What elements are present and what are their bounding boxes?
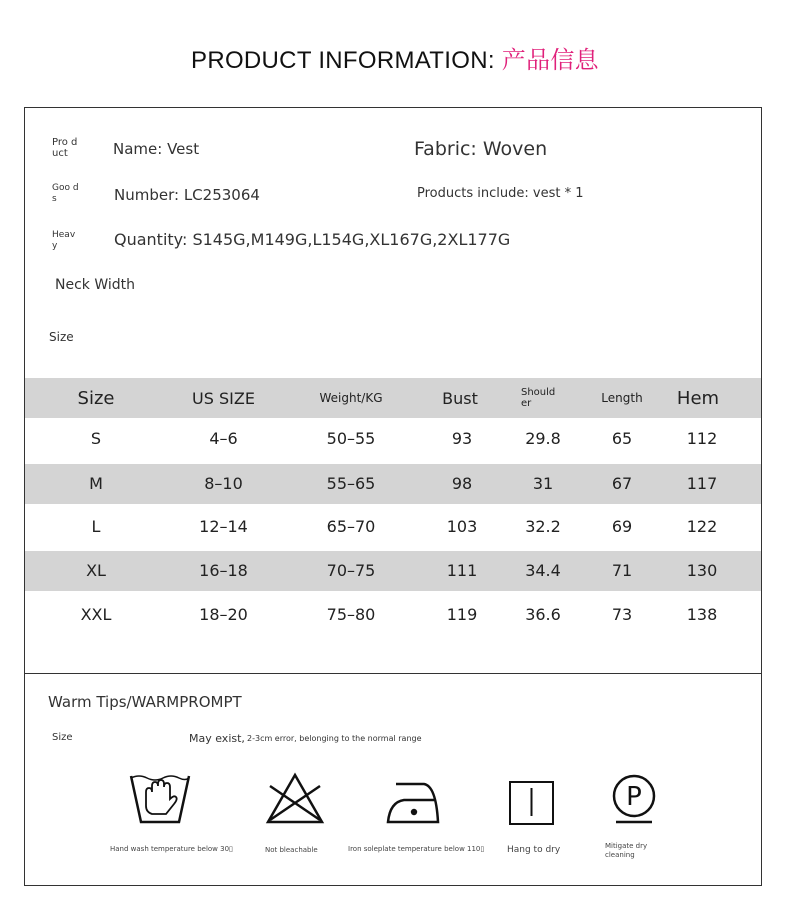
header-weight: Weight/KG — [319, 391, 383, 405]
no-bleach-icon — [264, 772, 326, 826]
cell-bust: 119 — [446, 605, 478, 624]
title-chinese: 产品信息 — [501, 47, 599, 74]
cell-length: 67 — [611, 474, 633, 493]
product-tag: Pro duct — [52, 137, 78, 159]
table-row — [25, 595, 761, 635]
table-row — [25, 464, 761, 504]
cell-us-size: 4–6 — [209, 429, 238, 448]
cell-length: 65 — [611, 429, 633, 448]
neck-width: Neck Width — [55, 277, 136, 293]
cell-us-size: 8–10 — [204, 474, 243, 493]
products-include: Products include: vest * 1 — [417, 186, 584, 201]
cell-hem: 138 — [686, 605, 718, 624]
tips-heading: Warm Tips/WARMPROMPT — [48, 693, 242, 711]
product-number: Number: LC253064 — [114, 186, 260, 204]
hang-dry-icon — [508, 780, 556, 826]
cell-length: 71 — [611, 561, 633, 580]
cell-size: L — [91, 517, 101, 536]
cell-bust: 103 — [446, 517, 478, 536]
heavy-tag: Heav y — [52, 230, 76, 251]
header-shoulder: Should er — [521, 387, 556, 409]
product-name: Name: Vest — [113, 140, 200, 158]
cell-hem: 112 — [686, 429, 718, 448]
cell-weight: 50–55 — [326, 429, 376, 448]
tips-error-note: 2-3cm error, belonging to the normal range — [247, 734, 422, 743]
cell-size: M — [89, 474, 103, 493]
cell-size: XXL — [80, 605, 112, 624]
care-label-iron: Iron soleplate temperature below 110▯ — [348, 845, 485, 853]
table-header-row — [25, 378, 761, 418]
header-us-size: US SIZE — [192, 388, 255, 408]
cell-hem: 122 — [686, 517, 718, 536]
cell-shoulder: 34.4 — [525, 561, 561, 580]
table-row — [25, 551, 761, 591]
svg-text:P: P — [626, 782, 642, 812]
cell-weight: 70–75 — [326, 561, 376, 580]
care-label-no-bleach: Not bleachable — [265, 846, 318, 854]
tips-may-exist: May exist, — [189, 732, 245, 745]
cell-shoulder: 31 — [532, 474, 554, 493]
cell-bust: 111 — [446, 561, 478, 580]
care-label-hand-wash: Hand wash temperature below 30▯ — [110, 845, 233, 853]
header-bust: Bust — [442, 388, 478, 408]
goods-tag: Goo ds — [52, 183, 79, 204]
table-row — [25, 419, 761, 459]
cell-length: 69 — [611, 517, 633, 536]
cell-size: XL — [86, 561, 106, 580]
care-label-dry-clean: Mitigate dry cleaning — [605, 842, 648, 859]
page-title — [0, 40, 790, 75]
dry-clean-icon — [610, 772, 658, 824]
cell-weight: 65–70 — [326, 517, 376, 536]
cell-shoulder: 32.2 — [525, 517, 561, 536]
section-divider — [25, 673, 761, 674]
cell-bust: 93 — [451, 429, 473, 448]
cell-us-size: 18–20 — [199, 605, 248, 624]
cell-weight: 55–65 — [326, 474, 376, 493]
table-row — [25, 507, 761, 547]
fabric: Fabric: Woven — [414, 138, 548, 160]
cell-hem: 130 — [686, 561, 718, 580]
header-length: Length — [601, 391, 643, 405]
quantity: Quantity: S145G,M149G,L154G,XL167G,2XL177G — [114, 230, 511, 249]
header-size: Size — [77, 387, 115, 409]
header-hem: Hem — [676, 387, 720, 409]
cell-hem: 117 — [686, 474, 718, 493]
title-english: PRODUCT INFORMATION: — [191, 47, 495, 74]
size-label: Size — [49, 330, 74, 344]
cell-shoulder: 29.8 — [525, 429, 561, 448]
cell-length: 73 — [611, 605, 633, 624]
cell-us-size: 16–18 — [199, 561, 248, 580]
hand-wash-icon — [128, 772, 192, 826]
cell-us-size: 12–14 — [199, 517, 248, 536]
cell-size: S — [90, 429, 102, 448]
tips-size-label: Size — [52, 732, 73, 743]
cell-weight: 75–80 — [326, 605, 376, 624]
cell-shoulder: 36.6 — [525, 605, 561, 624]
care-label-hang-dry: Hang to dry — [507, 845, 561, 855]
iron-icon — [386, 780, 442, 826]
cell-bust: 98 — [451, 474, 473, 493]
